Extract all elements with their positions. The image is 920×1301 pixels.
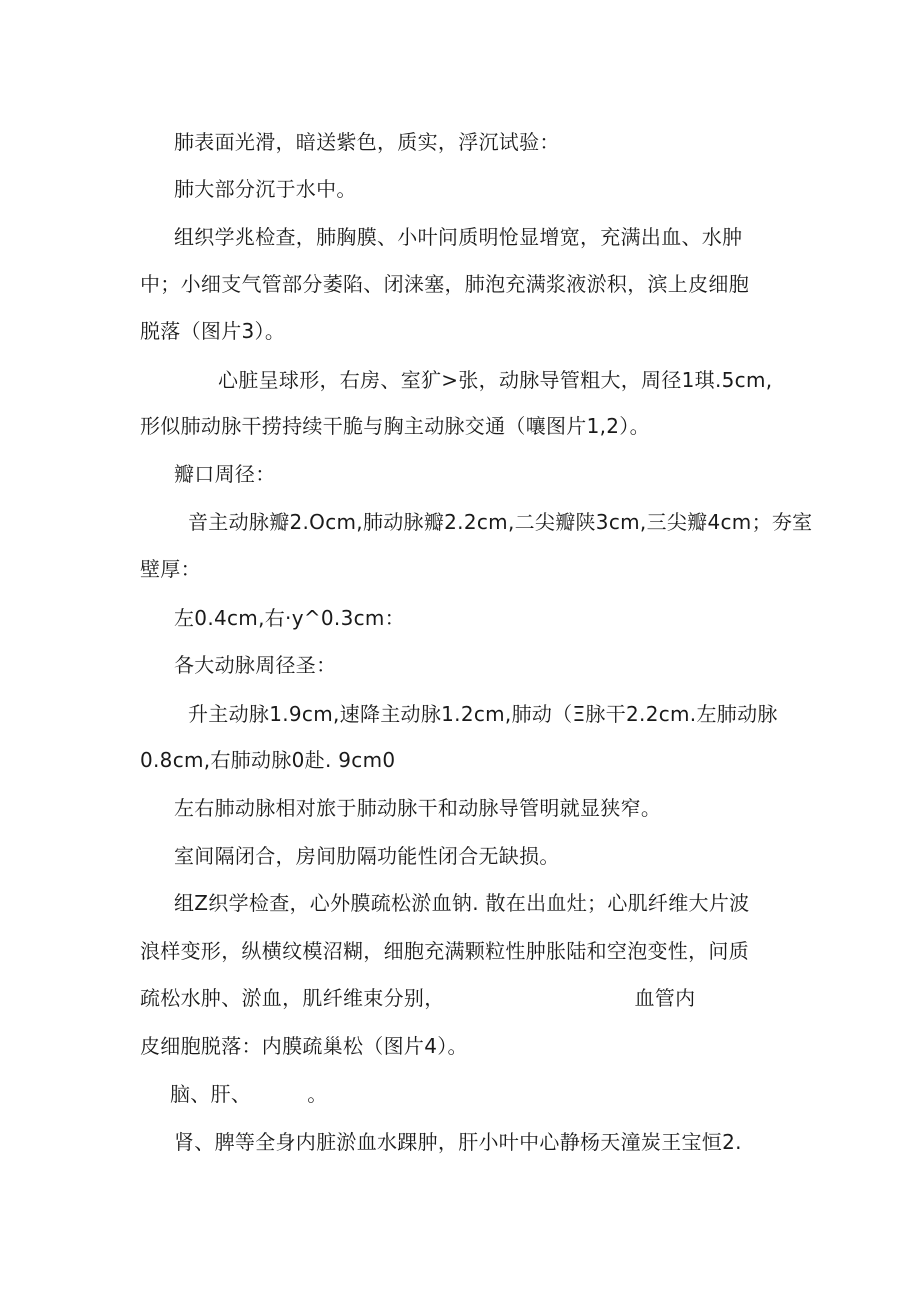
text-line-21-part-1: 脑、肝、 xyxy=(170,1082,252,1106)
text-line-14: 0.8cm,右肺动脉0赴. 9cm0 xyxy=(140,748,396,772)
text-line-13: 升主动脉1.9cm,速降主动脉1.2cm,肺动（Ξ脉干2.2cm.左肺动脉 xyxy=(188,702,778,726)
text-line-11: 左0.4cm,右·y^0.3cm： xyxy=(174,606,405,630)
text-line-7: 形似肺动脉干捞持续干脆与胸主动脉交通（嚷图片1,2）。 xyxy=(140,414,650,438)
text-line-9: 音主动脉瓣2.Ocm,肺动脉瓣2.2cm,二尖瓣陕3cm,三尖瓣4cm；夯室 xyxy=(188,510,813,534)
text-line-6: 心脏呈球形，右房、室犷>张，动脉导管粗大，周径1琪.5cm, xyxy=(218,368,773,392)
text-line-19-part-1: 疏松水肿、淤血，肌纤维束分别， xyxy=(140,986,445,1010)
text-line-16: 室间隔闭合，房间肋隔功能性闭合无缺损。 xyxy=(174,844,560,868)
text-line-15: 左右肺动脉相对旅于肺动脉干和动脉导管明就显狭窄。 xyxy=(174,796,662,820)
text-line-1: 肺表面光滑，暗送紫色，质实，浮沉试验： xyxy=(174,130,560,154)
text-line-19 xyxy=(140,986,695,1010)
text-line-8: 瓣口周径： xyxy=(174,462,276,486)
text-line-17: 组Z织学检查，心外膜疏松淤血钠. 散在出血灶；心肌纤维大片波 xyxy=(174,891,750,915)
text-line-4: 中；小细支气管部分萎陷、闭涞塞，肺泡充满浆液淤积，滨上皮细胞 xyxy=(140,272,749,296)
text-line-22: 肾、脾等全身内脏淤血水踝肿，肝小叶中心静杨天潼炭王宝恒2. xyxy=(174,1130,742,1154)
text-line-2: 肺大部分沉于水中。 xyxy=(174,177,357,201)
text-line-5: 脱落（图片3）。 xyxy=(140,319,286,343)
text-line-19-part-2: 血管内 xyxy=(634,986,696,1010)
text-line-21 xyxy=(170,1082,328,1106)
text-line-12: 各大动脉周径圣： xyxy=(174,653,337,677)
text-line-3: 组织学兆检查，肺胸膜、小叶问质明怆显增宽，充满出血、水肿 xyxy=(174,225,743,249)
text-line-18: 浪样变形，纵横纹模沼糊，细胞充满颗粒性肿胀陆和空泡变性，问质 xyxy=(140,939,749,963)
text-line-20: 皮细胞脱落：内膜疏巢松（图片4）。 xyxy=(140,1034,468,1058)
text-line-10: 壁厚： xyxy=(140,557,201,581)
text-line-21-part-2: 。 xyxy=(307,1082,328,1106)
